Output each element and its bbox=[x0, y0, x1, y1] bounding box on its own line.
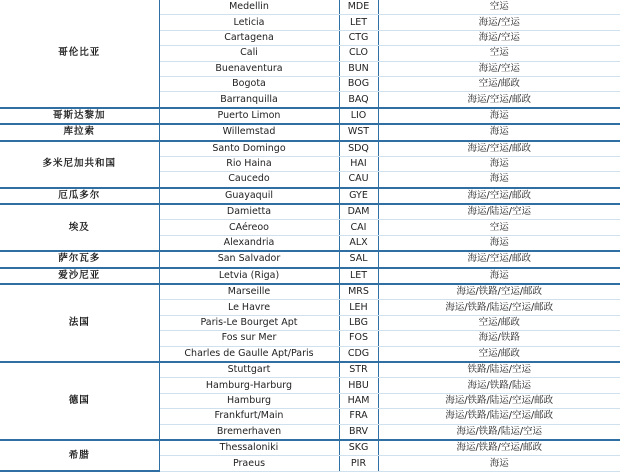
country-cell: 德国 bbox=[0, 362, 159, 440]
country-cell: 厄瓜多尔 bbox=[0, 188, 159, 204]
transport-mode-cell: 海运 bbox=[378, 108, 620, 124]
code-cell: CDG bbox=[339, 346, 378, 362]
table-row bbox=[0, 204, 620, 220]
country-cell: 希腊 bbox=[0, 440, 159, 471]
city-cell: Praeus bbox=[159, 456, 339, 471]
table-row bbox=[0, 141, 620, 157]
transport-mode-cell: 海运/铁路/陆运 bbox=[378, 378, 620, 393]
code-cell: LEH bbox=[339, 300, 378, 315]
code-cell: BOG bbox=[339, 76, 378, 91]
code-cell: FRA bbox=[339, 409, 378, 424]
code-cell: CTG bbox=[339, 30, 378, 45]
transport-mode-cell: 海运 bbox=[378, 156, 620, 171]
table-row bbox=[0, 284, 620, 300]
code-cell: SKG bbox=[339, 440, 378, 456]
transport-mode-cell: 铁路/陆运/空运 bbox=[378, 362, 620, 378]
city-cell: Frankfurt/Main bbox=[159, 409, 339, 424]
code-cell: GYE bbox=[339, 188, 378, 204]
country-cell: 多米尼加共和国 bbox=[0, 141, 159, 188]
city-cell: Alexandria bbox=[159, 235, 339, 251]
code-cell: SDQ bbox=[339, 141, 378, 157]
city-cell: Medellin bbox=[159, 0, 339, 15]
transport-mode-cell: 海运/空运 bbox=[378, 30, 620, 45]
table-row bbox=[0, 188, 620, 204]
transport-mode-cell: 海运/空运 bbox=[378, 15, 620, 30]
city-cell: Rio Haina bbox=[159, 156, 339, 171]
transport-mode-cell: 空运/邮政 bbox=[378, 346, 620, 362]
transport-mode-cell: 海运/空运 bbox=[378, 61, 620, 76]
code-cell: PIR bbox=[339, 456, 378, 471]
transport-mode-cell: 海运/铁路/陆运/空运 bbox=[378, 424, 620, 440]
country-cell: 埃及 bbox=[0, 204, 159, 251]
country-cell: 哥斯达黎加 bbox=[0, 108, 159, 124]
transport-mode-cell: 海运/铁路/陆运/空运/邮政 bbox=[378, 300, 620, 315]
code-cell: MDE bbox=[339, 0, 378, 15]
table-row bbox=[0, 440, 620, 456]
city-cell: Leticia bbox=[159, 15, 339, 30]
transport-mode-cell: 空运 bbox=[378, 0, 620, 15]
city-cell: San Salvador bbox=[159, 251, 339, 267]
city-cell: Buenaventura bbox=[159, 61, 339, 76]
code-cell: DAM bbox=[339, 204, 378, 220]
city-cell: Barranquilla bbox=[159, 92, 339, 108]
transport-mode-cell: 海运 bbox=[378, 268, 620, 284]
code-cell: LET bbox=[339, 268, 378, 284]
table-row bbox=[0, 268, 620, 284]
code-cell: LET bbox=[339, 15, 378, 30]
table-row bbox=[0, 0, 620, 15]
code-cell: SAL bbox=[339, 251, 378, 267]
city-cell: Le Havre bbox=[159, 300, 339, 315]
code-cell: HBU bbox=[339, 378, 378, 393]
city-cell: Damietta bbox=[159, 204, 339, 220]
transport-mode-cell: 海运/铁路/空运/邮政 bbox=[378, 440, 620, 456]
code-cell: BUN bbox=[339, 61, 378, 76]
country-cell: 法国 bbox=[0, 284, 159, 362]
code-cell: WST bbox=[339, 124, 378, 140]
transport-mode-cell: 海运/铁路/陆运/空运/邮政 bbox=[378, 393, 620, 408]
city-cell: Puerto Limon bbox=[159, 108, 339, 124]
city-cell: Cartagena bbox=[159, 30, 339, 45]
transport-mode-cell: 海运/空运/邮政 bbox=[378, 251, 620, 267]
transport-mode-cell: 海运/陆运/空运 bbox=[378, 204, 620, 220]
code-cell: LIO bbox=[339, 108, 378, 124]
transport-mode-cell: 海运/铁路/空运/邮政 bbox=[378, 284, 620, 300]
code-cell: HAM bbox=[339, 393, 378, 408]
city-cell: Hamburg-Harburg bbox=[159, 378, 339, 393]
city-cell: Stuttgart bbox=[159, 362, 339, 378]
transport-mode-cell: 海运 bbox=[378, 172, 620, 188]
transport-mode-cell: 海运/铁路/陆运/空运/邮政 bbox=[378, 409, 620, 424]
table-row bbox=[0, 362, 620, 378]
city-cell: Thessaloniki bbox=[159, 440, 339, 456]
country-cell: 哥伦比亚 bbox=[0, 0, 159, 108]
code-cell: CLO bbox=[339, 46, 378, 61]
code-cell: BRV bbox=[339, 424, 378, 440]
code-cell: FOS bbox=[339, 331, 378, 346]
transport-mode-cell: 海运 bbox=[378, 456, 620, 471]
transport-mode-cell: 海运/空运/邮政 bbox=[378, 92, 620, 108]
code-cell: CAI bbox=[339, 220, 378, 235]
city-cell: Bremerhaven bbox=[159, 424, 339, 440]
transport-mode-cell: 海运 bbox=[378, 124, 620, 140]
code-cell: BAQ bbox=[339, 92, 378, 108]
code-cell: MRS bbox=[339, 284, 378, 300]
city-cell: Hamburg bbox=[159, 393, 339, 408]
code-cell: CAU bbox=[339, 172, 378, 188]
code-cell: ALX bbox=[339, 235, 378, 251]
city-cell: CAéreoo bbox=[159, 220, 339, 235]
city-cell: Fos sur Mer bbox=[159, 331, 339, 346]
code-cell: LBG bbox=[339, 315, 378, 330]
city-cell: Guayaquil bbox=[159, 188, 339, 204]
transport-mode-cell: 空运 bbox=[378, 220, 620, 235]
city-cell: Willemstad bbox=[159, 124, 339, 140]
transport-mode-cell: 海运 bbox=[378, 235, 620, 251]
city-cell: Letvia (Riga) bbox=[159, 268, 339, 284]
city-cell: Charles de Gaulle Apt/Paris bbox=[159, 346, 339, 362]
country-cell: 库拉索 bbox=[0, 124, 159, 140]
country-cell: 萨尔瓦多 bbox=[0, 251, 159, 267]
city-cell: Caucedo bbox=[159, 172, 339, 188]
city-cell: Marseille bbox=[159, 284, 339, 300]
transport-mode-cell: 海运/铁路 bbox=[378, 331, 620, 346]
table-row bbox=[0, 108, 620, 124]
transport-mode-cell: 空运/邮政 bbox=[378, 76, 620, 91]
transport-mode-cell: 海运/空运/邮政 bbox=[378, 141, 620, 157]
table-row bbox=[0, 124, 620, 140]
transport-mode-cell: 空运 bbox=[378, 46, 620, 61]
code-cell: STR bbox=[339, 362, 378, 378]
city-cell: Santo Domingo bbox=[159, 141, 339, 157]
city-cell: Cali bbox=[159, 46, 339, 61]
country-cell: 爱沙尼亚 bbox=[0, 268, 159, 284]
city-cell: Bogota bbox=[159, 76, 339, 91]
transport-mode-cell: 海运/空运/邮政 bbox=[378, 188, 620, 204]
code-cell: HAI bbox=[339, 156, 378, 171]
transport-mode-cell: 空运/邮政 bbox=[378, 315, 620, 330]
table-row bbox=[0, 251, 620, 267]
city-cell: Paris-Le Bourget Apt bbox=[159, 315, 339, 330]
